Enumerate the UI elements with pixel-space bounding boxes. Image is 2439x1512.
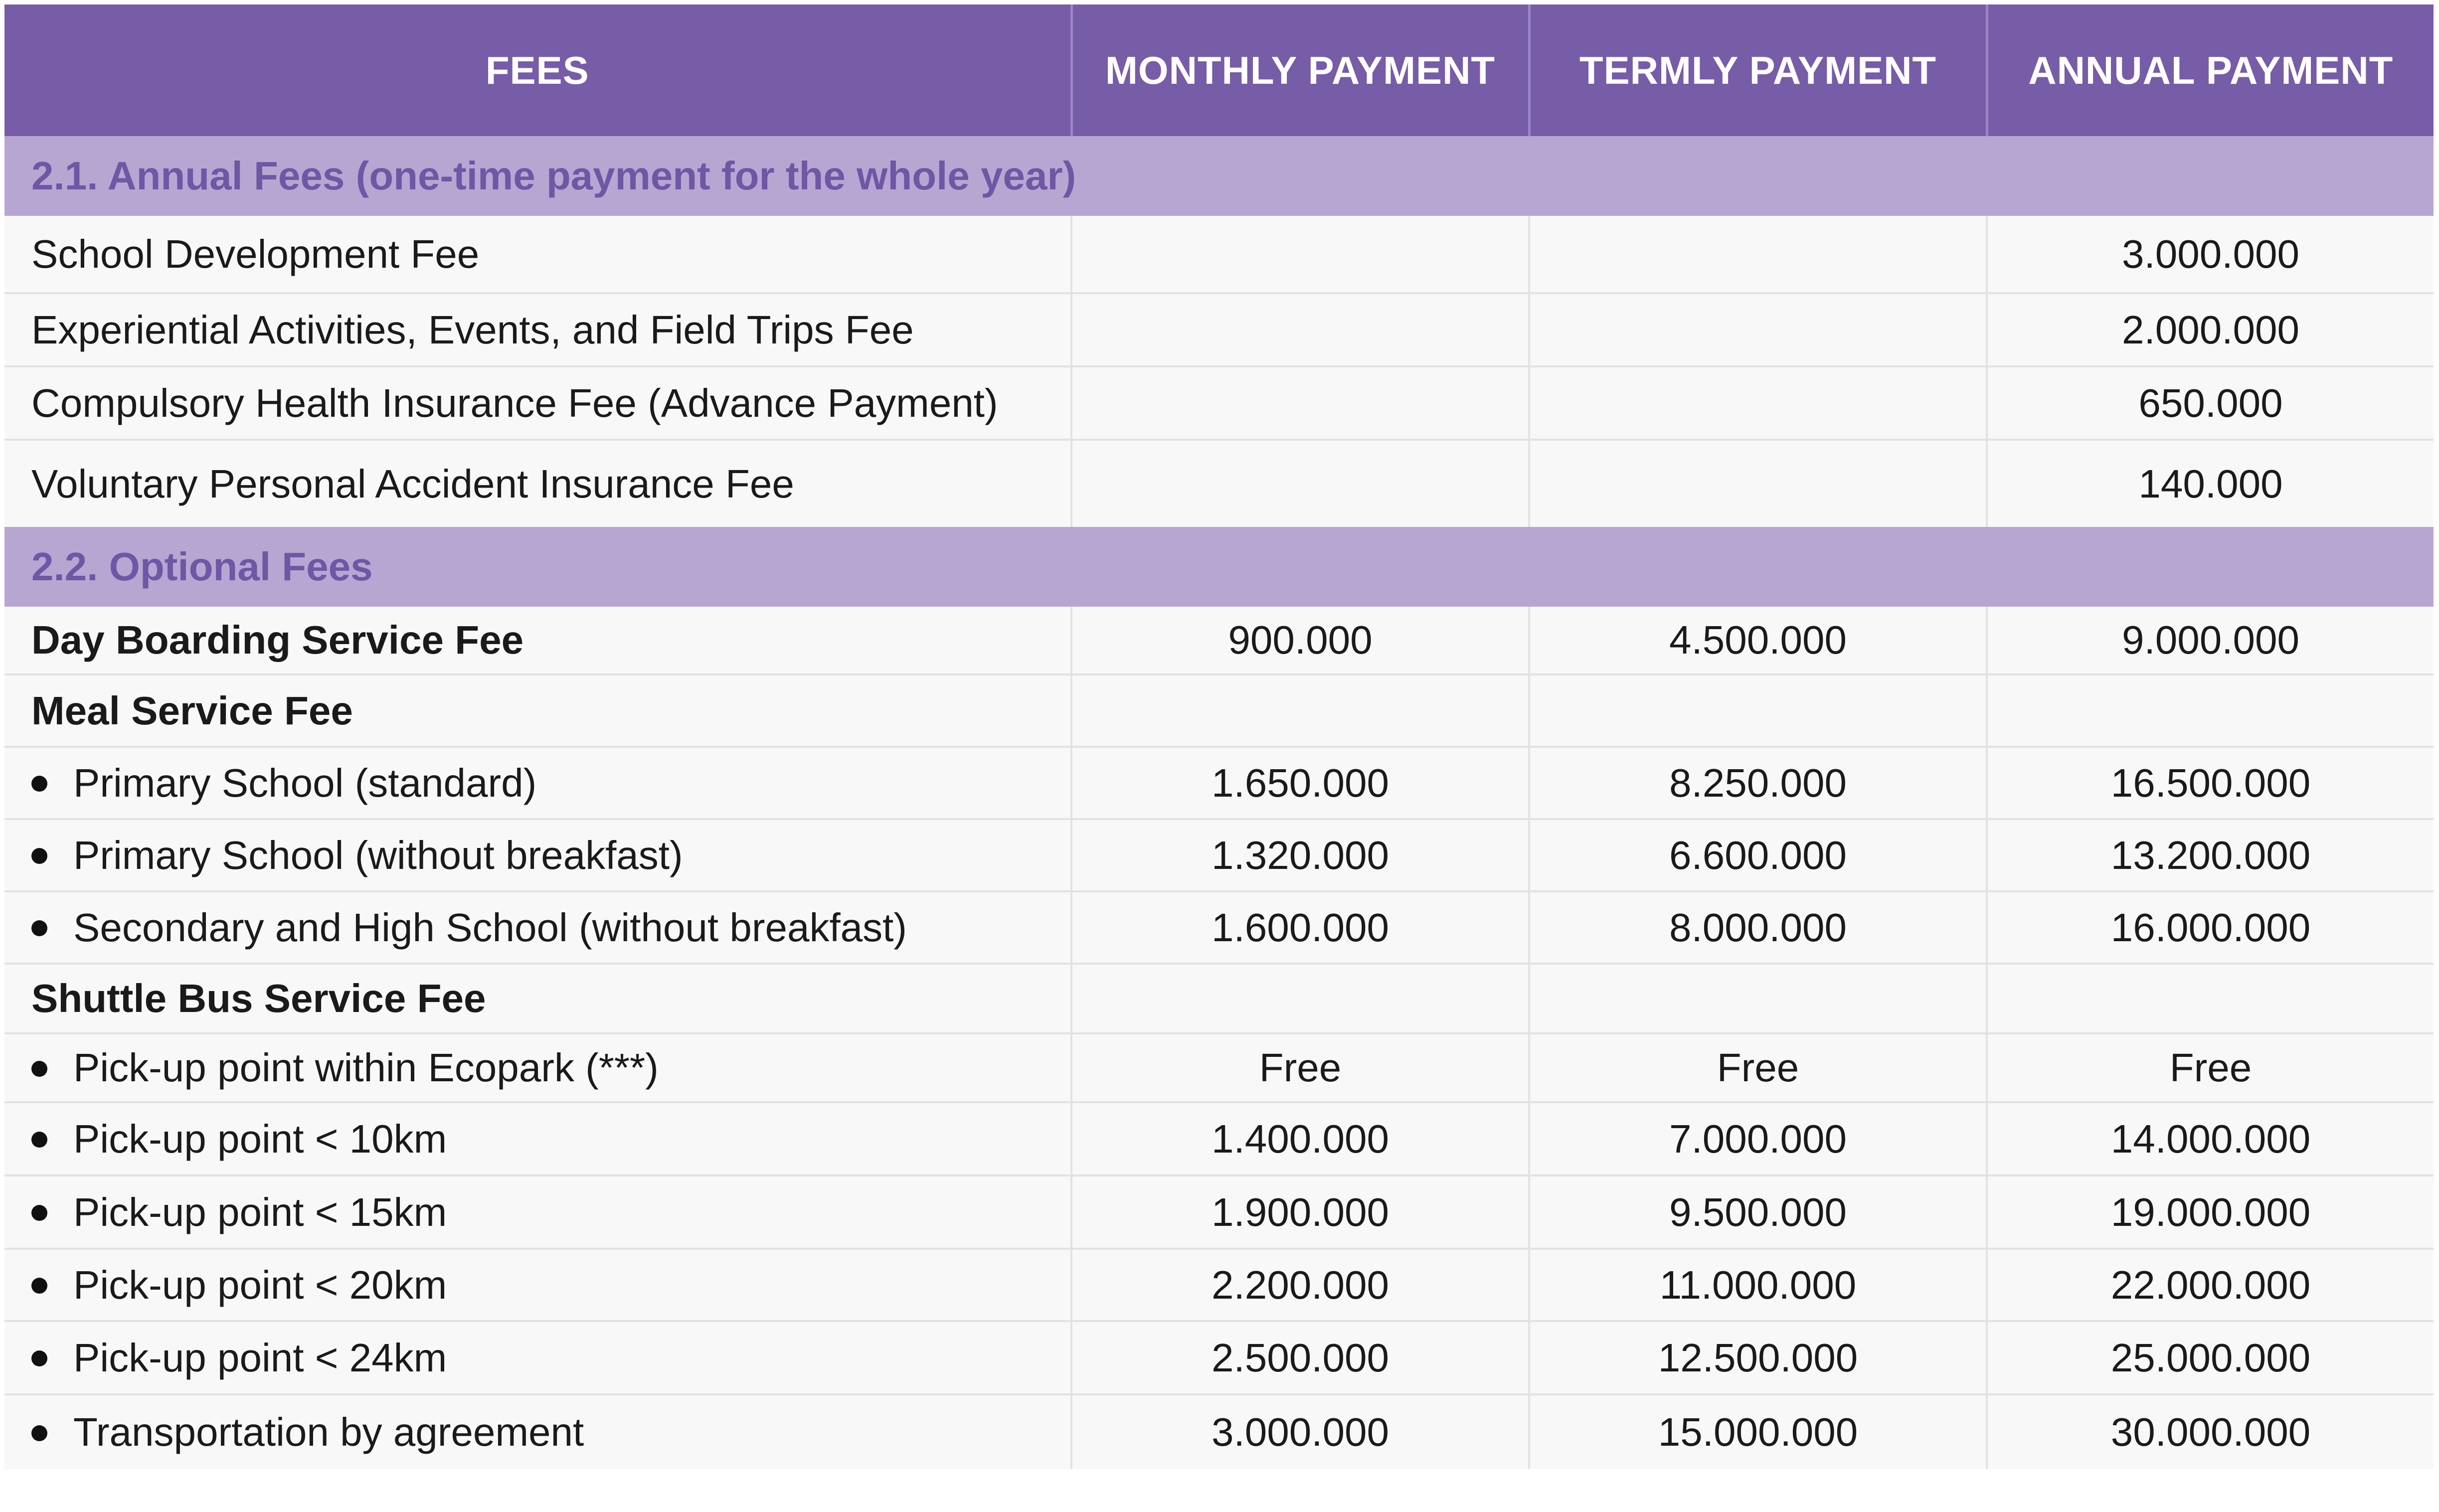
fee-label-text: Primary School (without breakfast): [73, 833, 683, 877]
annual-value: 30.000.000: [1987, 1394, 2434, 1469]
table-row: [4, 1394, 2434, 1469]
empty-cell: [1529, 674, 1987, 747]
termly-value: 8.000.000: [1529, 891, 1987, 964]
table-row: [4, 1321, 2434, 1394]
bullet-icon: [31, 848, 47, 864]
annual-value: Free: [1987, 1033, 2434, 1102]
table-row: [4, 1176, 2434, 1249]
annual-value: 16.000.000: [1987, 891, 2434, 964]
termly-value: [1529, 440, 1987, 527]
section-optional-fees: [4, 527, 2434, 607]
table-row: [4, 1102, 2434, 1176]
monthly-value: 1.650.000: [1071, 747, 1529, 819]
annual-value: 16.500.000: [1987, 747, 2434, 819]
annual-value: 22.000.000: [1987, 1249, 2434, 1321]
termly-value: 12.500.000: [1529, 1321, 1987, 1394]
fee-label: Experiential Activities, Events, and Field Trips Fee: [4, 293, 1071, 366]
termly-value: 11.000.000: [1529, 1249, 1987, 1321]
fee-label-text: Pick-up point < 10km: [73, 1116, 447, 1161]
table-row: [4, 1249, 2434, 1321]
monthly-value: 1.400.000: [1071, 1102, 1529, 1176]
monthly-value: [1071, 293, 1529, 366]
fee-group-label: Shuttle Bus Service Fee: [4, 964, 1071, 1033]
bullet-icon: [31, 920, 47, 936]
fee-label: [4, 819, 1071, 891]
section-title: 2.1. Annual Fees (one-time payment for the whole year): [4, 136, 2434, 216]
bullet-icon: [31, 1350, 47, 1366]
fee-label: Voluntary Personal Accident Insurance Fee: [4, 440, 1071, 527]
monthly-value: 2.200.000: [1071, 1249, 1529, 1321]
monthly-value: 1.600.000: [1071, 891, 1529, 964]
fee-label: Day Boarding Service Fee: [4, 607, 1071, 674]
monthly-value: 2.500.000: [1071, 1321, 1529, 1394]
fee-label: [4, 1033, 1071, 1102]
annual-value: 650.000: [1987, 366, 2434, 440]
fee-label: [4, 891, 1071, 964]
table-row: [4, 366, 2434, 440]
termly-value: 4.500.000: [1529, 607, 1987, 674]
bullet-icon: [31, 1132, 47, 1148]
fee-label-text: Pick-up point < 24km: [73, 1335, 447, 1380]
bullet-icon: [31, 1278, 47, 1294]
monthly-value: [1071, 216, 1529, 293]
header-fees: FEES: [4, 4, 1071, 136]
fee-label: [4, 1249, 1071, 1321]
monthly-value: 900.000: [1071, 607, 1529, 674]
monthly-value: 3.000.000: [1071, 1394, 1529, 1469]
termly-value: [1529, 216, 1987, 293]
fee-label: [4, 1321, 1071, 1394]
fee-label-text: Secondary and High School (without breakfast): [73, 905, 907, 950]
annual-value: 13.200.000: [1987, 819, 2434, 891]
termly-value: [1529, 293, 1987, 366]
empty-cell: [1987, 674, 2434, 747]
termly-value: 7.000.000: [1529, 1102, 1987, 1176]
fee-table: [4, 4, 2434, 1469]
annual-value: 19.000.000: [1987, 1176, 2434, 1249]
empty-cell: [1071, 674, 1529, 747]
termly-value: [1529, 366, 1987, 440]
section-title: 2.2. Optional Fees: [4, 527, 2434, 607]
table-row: [4, 891, 2434, 964]
bullet-icon: [31, 1205, 47, 1221]
empty-cell: [1529, 964, 1987, 1033]
fee-label: [4, 1394, 1071, 1469]
termly-value: 15.000.000: [1529, 1394, 1987, 1469]
termly-value: 9.500.000: [1529, 1176, 1987, 1249]
section-annual-fees: [4, 136, 2434, 216]
monthly-value: Free: [1071, 1033, 1529, 1102]
table-row: [4, 964, 2434, 1033]
termly-value: Free: [1529, 1033, 1987, 1102]
header-monthly-payment: MONTHLY PAYMENT: [1071, 4, 1529, 136]
table-row: [4, 747, 2434, 819]
fee-label-text: Pick-up point < 20km: [73, 1262, 447, 1307]
bullet-icon: [31, 1061, 47, 1077]
annual-value: 14.000.000: [1987, 1102, 2434, 1176]
annual-value: 3.000.000: [1987, 216, 2434, 293]
annual-value: 25.000.000: [1987, 1321, 2434, 1394]
table-row: [4, 1033, 2434, 1102]
annual-value: 2.000.000: [1987, 293, 2434, 366]
fee-label: [4, 747, 1071, 819]
header-termly-payment: TERMLY PAYMENT: [1529, 4, 1987, 136]
termly-value: 8.250.000: [1529, 747, 1987, 819]
table-row: [4, 440, 2434, 527]
fee-label: [4, 1176, 1071, 1249]
header-row: [4, 4, 2434, 136]
fee-label-text: Transportation by agreement: [73, 1410, 584, 1454]
monthly-value: [1071, 440, 1529, 527]
annual-value: 9.000.000: [1987, 607, 2434, 674]
header-annual-payment: ANNUAL PAYMENT: [1987, 4, 2434, 136]
fee-label-text: Primary School (standard): [73, 760, 537, 805]
table-row: [4, 293, 2434, 366]
empty-cell: [1987, 964, 2434, 1033]
fee-label: [4, 1102, 1071, 1176]
fee-label-text: Pick-up point < 15km: [73, 1189, 447, 1234]
annual-value: 140.000: [1987, 440, 2434, 527]
bullet-icon: [31, 776, 47, 792]
table-row: [4, 674, 2434, 747]
termly-value: 6.600.000: [1529, 819, 1987, 891]
table-row: [4, 216, 2434, 293]
monthly-value: 1.900.000: [1071, 1176, 1529, 1249]
table-row: [4, 607, 2434, 674]
monthly-value: 1.320.000: [1071, 819, 1529, 891]
fee-table-container: [4, 4, 2434, 1469]
bullet-icon: [31, 1425, 47, 1441]
fee-label: Compulsory Health Insurance Fee (Advance Payment): [4, 366, 1071, 440]
fee-label: School Development Fee: [4, 216, 1071, 293]
table-row: [4, 819, 2434, 891]
monthly-value: [1071, 366, 1529, 440]
fee-label-text: Pick-up point within Ecopark (***): [73, 1045, 659, 1090]
empty-cell: [1071, 964, 1529, 1033]
fee-group-label: Meal Service Fee: [4, 674, 1071, 747]
